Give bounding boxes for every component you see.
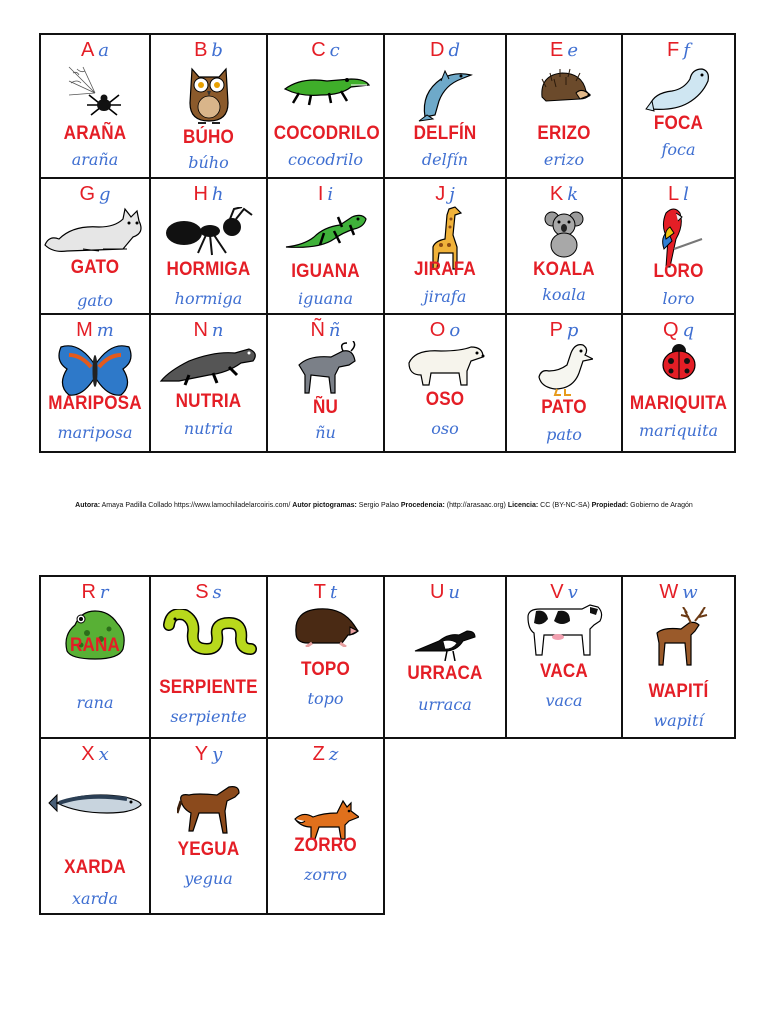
animal-name: RANA xyxy=(69,635,121,656)
animal-name: XARDA xyxy=(64,857,126,878)
lowercase-letter: l xyxy=(683,184,689,205)
lowercase-letter: o xyxy=(449,320,461,341)
card-jirafa xyxy=(385,179,507,315)
uppercase-letter: M xyxy=(76,319,93,341)
lowercase-letter: z xyxy=(328,744,339,765)
polar-bear-icon xyxy=(405,341,485,392)
letter-pair xyxy=(623,319,734,342)
animal-name-cursive: wapití xyxy=(653,711,704,730)
card-búho xyxy=(151,35,268,179)
animal-name-cursive: ñu xyxy=(315,423,336,442)
letter-pair xyxy=(623,581,734,604)
credits-license-label: Licencia: xyxy=(507,502,539,509)
animal-name: URRACA xyxy=(407,663,483,684)
animal-name-cursive: loro xyxy=(662,289,695,308)
card-mariposa xyxy=(41,315,151,453)
letter-pair xyxy=(623,183,734,206)
card-topo xyxy=(268,577,385,739)
credits-owner-label: Propiedad: xyxy=(591,502,629,509)
lowercase-letter: ñ xyxy=(328,320,341,341)
animal-name: ARAÑA xyxy=(63,123,127,144)
animal-name: DELFÍN xyxy=(413,123,477,144)
uppercase-letter: W xyxy=(659,581,679,603)
snake-icon xyxy=(161,609,257,664)
letter-pair xyxy=(151,183,266,206)
seal-icon xyxy=(644,65,714,118)
spider-icon xyxy=(65,63,125,128)
lowercase-letter: p xyxy=(566,320,579,341)
iguana-icon xyxy=(284,205,368,258)
animal-name-cursive: gato xyxy=(77,291,113,310)
mare-icon xyxy=(177,783,241,840)
uppercase-letter: A xyxy=(80,39,95,61)
animal-name-cursive: pato xyxy=(546,425,582,444)
animal-name-cursive: koala xyxy=(542,285,586,304)
uppercase-letter: O xyxy=(429,319,446,341)
card-oso xyxy=(385,315,507,453)
lowercase-letter: a xyxy=(98,40,110,61)
letter-pair xyxy=(507,319,621,342)
duck-icon xyxy=(535,341,593,402)
letter-pair xyxy=(623,39,734,62)
credits-source: (http://arasaac.org) xyxy=(446,502,506,509)
card-erizo xyxy=(507,35,623,179)
animal-name: MARIQUITA xyxy=(629,393,728,414)
card-delfín xyxy=(385,35,507,179)
lowercase-letter: m xyxy=(96,320,114,341)
letter-pair xyxy=(507,183,621,206)
card-vaca xyxy=(507,577,623,739)
credits-author: Amaya Padilla Collado https://www.lamochiladelarcoiris.com/ xyxy=(101,502,291,509)
animal-name-cursive: foca xyxy=(661,140,696,159)
letter-pair xyxy=(151,39,266,62)
letter-pair xyxy=(41,581,149,604)
animal-name-cursive: topo xyxy=(307,689,344,708)
letter-pair xyxy=(41,319,149,342)
hedgehog-icon xyxy=(536,67,592,112)
uppercase-letter: Ñ xyxy=(310,319,325,341)
lowercase-letter: j xyxy=(449,184,455,205)
alphabet-grid-page-1 xyxy=(39,33,736,453)
animal-name: NUTRIA xyxy=(175,391,242,412)
lowercase-letter: n xyxy=(211,320,224,341)
animal-name-cursive: mariposa xyxy=(57,423,133,442)
card-araña xyxy=(41,35,151,179)
crocodile-icon xyxy=(281,65,371,114)
animal-name: HORMIGA xyxy=(166,259,251,280)
card-nutria xyxy=(151,315,268,453)
lowercase-letter: i xyxy=(327,184,334,205)
letter-pair xyxy=(151,581,266,604)
uppercase-letter: C xyxy=(311,39,326,61)
otter-icon xyxy=(159,341,259,392)
card-zorro xyxy=(268,739,385,915)
lowercase-letter: r xyxy=(99,582,109,603)
animal-name-cursive: erizo xyxy=(543,150,585,169)
card-rana xyxy=(41,577,151,739)
animal-name: PATO xyxy=(541,397,587,418)
card-iguana xyxy=(268,179,385,315)
uppercase-letter: Q xyxy=(662,319,679,341)
lowercase-letter: d xyxy=(448,40,460,61)
letter-pair xyxy=(151,743,266,766)
animal-name-cursive: nutria xyxy=(183,419,234,438)
uppercase-letter: J xyxy=(435,183,446,205)
uppercase-letter: K xyxy=(549,183,564,205)
card-ñu xyxy=(268,315,385,453)
credits-picto: Sergio Palao xyxy=(358,502,399,509)
animal-name: LORO xyxy=(653,261,704,282)
lowercase-letter: v xyxy=(567,582,578,603)
elk-icon xyxy=(649,607,709,672)
animal-name-cursive: mariquita xyxy=(638,421,719,440)
credits-picto-label: Autor pictogramas: xyxy=(292,502,357,509)
animal-name-cursive: araña xyxy=(71,150,119,169)
card-loro xyxy=(623,179,736,315)
letter-pair xyxy=(507,581,621,604)
card-gato xyxy=(41,179,151,315)
card-pato xyxy=(507,315,623,453)
uppercase-letter: X xyxy=(81,743,95,765)
lowercase-letter: x xyxy=(98,744,109,765)
wildebeest-icon xyxy=(295,341,357,400)
cat-icon xyxy=(43,205,147,260)
uppercase-letter: R xyxy=(81,581,96,603)
letter-pair xyxy=(268,581,383,604)
letter-pair xyxy=(41,183,149,206)
animal-name-cursive: zorro xyxy=(304,865,347,884)
card-xarda xyxy=(41,739,151,915)
letter-pair xyxy=(41,39,149,62)
animal-name-cursive: jirafa xyxy=(423,287,467,306)
animal-name: BÚHO xyxy=(182,127,235,148)
cow-icon xyxy=(524,603,604,662)
animal-name: COCODRILO xyxy=(273,123,380,144)
card-urraca xyxy=(385,577,507,739)
uppercase-letter: T xyxy=(313,581,326,603)
uppercase-letter: S xyxy=(195,581,209,603)
animal-name: JIRAFA xyxy=(414,259,476,280)
uppercase-letter: D xyxy=(430,39,445,61)
card-yegua xyxy=(151,739,268,915)
uppercase-letter: L xyxy=(668,183,680,205)
card-koala xyxy=(507,179,623,315)
credits-license: CC (BY-NC-SA) xyxy=(540,502,590,509)
animal-name: TOPO xyxy=(301,659,350,680)
uppercase-letter: V xyxy=(550,581,564,603)
animal-name-cursive: vaca xyxy=(545,691,583,710)
uppercase-letter: F xyxy=(667,39,680,61)
letter-pair xyxy=(41,743,149,766)
animal-name-cursive: rana xyxy=(76,693,114,712)
animal-name: IGUANA xyxy=(291,261,360,282)
animal-name: FOCA xyxy=(653,113,704,134)
lowercase-letter: c xyxy=(329,40,340,61)
letter-pair xyxy=(507,39,621,62)
card-cocodrilo xyxy=(268,35,385,179)
animal-name: YEGUA xyxy=(177,839,240,860)
animal-name-cursive: serpiente xyxy=(170,707,247,726)
credits-source-label: Procedencia: xyxy=(400,502,445,509)
letter-pair xyxy=(268,183,383,206)
animal-name-cursive: xarda xyxy=(72,889,118,908)
animal-name-cursive: iguana xyxy=(297,289,354,308)
animal-name: ÑU xyxy=(312,397,339,418)
mole-icon xyxy=(292,603,360,652)
dolphin-icon xyxy=(415,63,475,128)
lowercase-letter: s xyxy=(212,582,222,603)
ant-icon xyxy=(164,207,254,262)
letter-pair xyxy=(268,319,383,342)
lowercase-letter: y xyxy=(212,744,223,765)
uppercase-letter: H xyxy=(193,183,208,205)
animal-name: ZORRO xyxy=(294,835,357,856)
card-serpiente xyxy=(151,577,268,739)
uppercase-letter: I xyxy=(317,183,324,205)
animal-name-cursive: yegua xyxy=(184,869,233,888)
credits-line xyxy=(0,502,768,509)
animal-name-cursive: urraca xyxy=(418,695,472,714)
animal-name-cursive: hormiga xyxy=(174,289,243,308)
animal-name: ERIZO xyxy=(537,123,591,144)
lowercase-letter: b xyxy=(211,40,223,61)
card-mariquita xyxy=(623,315,736,453)
letter-pair xyxy=(385,183,505,206)
animal-name-cursive: oso xyxy=(431,419,459,438)
uppercase-letter: B xyxy=(194,39,208,61)
koala-icon xyxy=(544,209,584,264)
credits-author-label: Autora: xyxy=(75,502,101,509)
animal-name: OSO xyxy=(425,389,465,410)
lowercase-letter: g xyxy=(99,184,111,205)
magpie-icon xyxy=(413,621,477,666)
letter-pair xyxy=(268,39,383,62)
uppercase-letter: E xyxy=(550,39,564,61)
letter-pair xyxy=(268,743,383,766)
letter-pair xyxy=(385,319,505,342)
uppercase-letter: Y xyxy=(194,743,209,765)
lowercase-letter: t xyxy=(329,582,338,603)
animal-name: VACA xyxy=(540,661,588,682)
letter-pair xyxy=(385,581,505,604)
ladybug-icon xyxy=(657,341,701,386)
lowercase-letter: q xyxy=(682,320,695,341)
uppercase-letter: Z xyxy=(312,743,325,765)
mackerel-icon xyxy=(47,791,143,822)
lowercase-letter: w xyxy=(682,582,698,603)
animal-name-cursive: delfín xyxy=(421,150,469,169)
uppercase-letter: P xyxy=(549,319,563,341)
lowercase-letter: u xyxy=(448,582,461,603)
animal-name: WAPITÍ xyxy=(648,681,709,702)
letter-pair xyxy=(151,319,266,342)
letter-pair xyxy=(385,39,505,62)
animal-name-cursive: cocodrilo xyxy=(288,150,363,169)
lowercase-letter: h xyxy=(211,184,224,205)
animal-name: GATO xyxy=(70,257,120,278)
lowercase-letter: f xyxy=(683,40,690,61)
lowercase-letter: e xyxy=(567,40,578,61)
alphabet-grid-page-2 xyxy=(39,575,736,915)
lowercase-letter: k xyxy=(567,184,579,205)
card-hormiga xyxy=(151,179,268,315)
animal-name: KOALA xyxy=(533,259,595,280)
card-foca xyxy=(623,35,736,179)
uppercase-letter: U xyxy=(429,581,445,603)
animal-name-cursive: búho xyxy=(188,153,229,172)
uppercase-letter: G xyxy=(79,183,96,205)
credits-owner: Gobierno de Aragón xyxy=(630,502,693,509)
card-wapití xyxy=(623,577,736,739)
animal-name: SERPIENTE xyxy=(159,677,258,698)
uppercase-letter: N xyxy=(193,319,208,341)
owl-icon xyxy=(184,63,234,130)
animal-name: MARIPOSA xyxy=(48,393,142,414)
